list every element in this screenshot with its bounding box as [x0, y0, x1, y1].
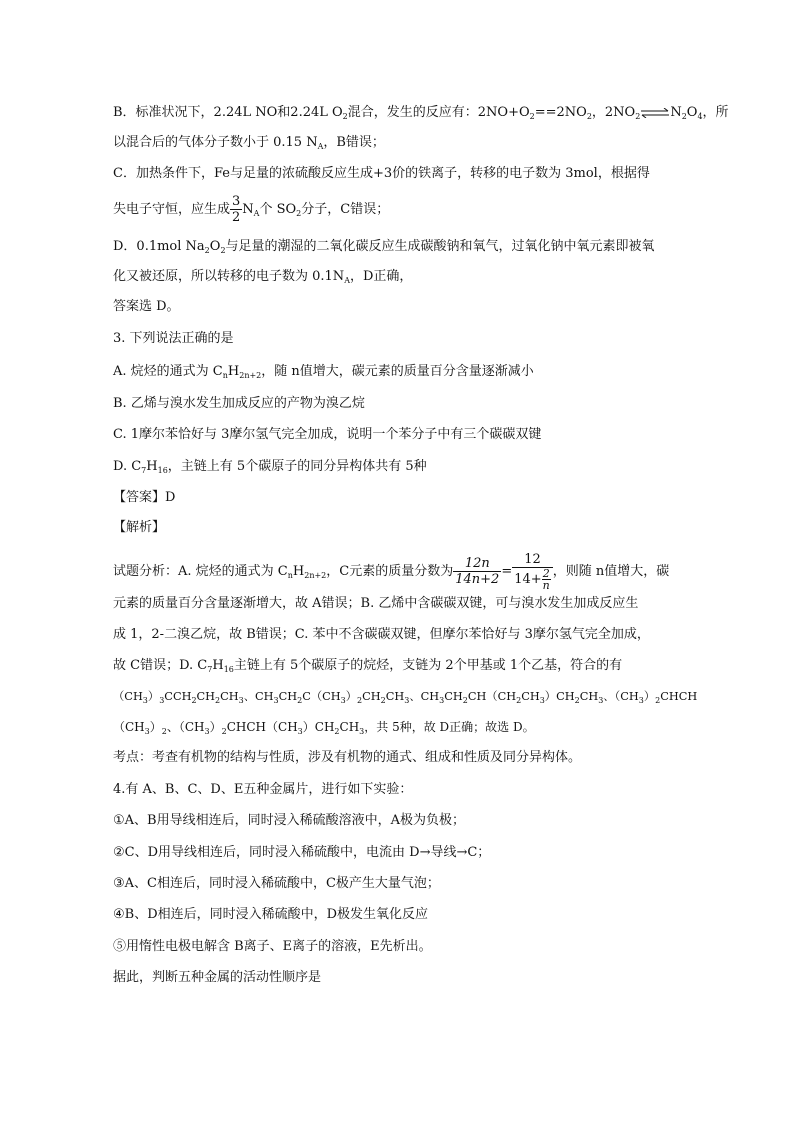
- text-line: B．标准状况下，2.24L NO和2.24L $O_2$混合，发生的反应有：$2NO+O_2==2NO_2$，$2NO_2$ $N_2O_4$，所: [113, 105, 729, 121]
- answer-label: 【答案】D: [113, 490, 176, 505]
- question-title: 4.有 A、B、C、D、E五种金属片，进行如下实验：: [113, 782, 413, 797]
- option-b: B. 乙烯与溴水发生加成反应的产物为溴乙烷: [113, 396, 365, 411]
- text-line: 考点：考查有机物的结构与性质，涉及有机物的通式、组成和性质及同分异构体。: [113, 750, 582, 765]
- text-line: $(CH_3)_3CCH_2CH_2CH_3$、$CH_3CH_2C(CH_3)_2CH_2CH_3$、$CH_3CH_2CH(CH_2CH_3)CH_2CH_3$、$(CH_3)_2CHCH$: [113, 690, 698, 705]
- option-d: D. $C_7H_{16}$，主链上有 5个碳原子的同分异构体共有 5种: [113, 459, 427, 475]
- text-line: 失电子守恒，应生成 $\frac{3}{2}$ $N_A$个 $SO_2$分子，C错误；: [113, 194, 390, 225]
- fraction: $\frac{3}{2}$: [232, 194, 241, 225]
- option-c: C. 1摩尔苯恰好与 3摩尔氢气完全加成，说明一个苯分子中有三个碳碳双键: [113, 427, 542, 442]
- text-line: 以混合后的气体分子数小于 0.15 $N_A$，B错误；: [113, 135, 385, 151]
- text-line: 成 1，2-二溴乙烷，故 B错误；C. 苯中不含碳碳双键，但摩尔苯恰好与 3摩尔氢气完全加成，: [113, 627, 650, 642]
- experiment-item: ②C、D用导线相连后，同时浸入稀硫酸中，电流由 D→导线→C；: [113, 845, 491, 860]
- text-line: 故 C错误；D. $C_7H_{16}$主链上有 5个碳原子的烷烃，支链为 2个甲基或 1个乙基，符合的有: [113, 658, 623, 674]
- experiment-item: ④B、D相连后，同时浸入稀硫酸中，D极发生氧化反应: [113, 907, 429, 922]
- text-line: C．加热条件下，Fe与足量的浓硫酸反应生成+3价的铁离子，转移的电子数为 3mol，根据得: [113, 166, 650, 181]
- text-line: 据此，判断五种金属的活动性顺序是: [113, 970, 322, 985]
- text-line: 答案选 D。: [113, 299, 180, 314]
- text-line: 化又被还原，所以转移的电子数为 $0.1N_A$，D正确，: [113, 269, 413, 285]
- text-line: $(CH_3)_2$、$(CH_3)_2CHCH(CH_3)CH_2CH_3$，共 5种，故 D正确；故选 D。: [113, 720, 535, 736]
- fraction: $\frac{12n}{14n+2}$: [455, 556, 500, 587]
- experiment-item: ③A、C相连后，同时浸入稀硫酸中，C极产生大量气泡；: [113, 876, 440, 891]
- option-a: A. 烷烃的通式为 $C_nH_{2n+2}$，随 n值增大，碳元素的质量百分含量逐渐减小: [113, 364, 534, 380]
- text-line: D．0.1mol $Na_2O_2$与足量的潮湿的二氧化碳反应生成碳酸钠和氧气，过氧化钠中氧元素即被氧: [113, 239, 655, 255]
- text-line: 元素的质量百分含量逐渐增大，故 A错误；B. 乙烯中含碳碳双键，可与溴水发生加成反应生: [113, 596, 639, 611]
- analysis-label: 【解析】: [113, 520, 166, 535]
- experiment-item: ⑤用惰性电极电解含 B离子、E离子的溶液，E先析出。: [113, 939, 432, 954]
- question-title: 3. 下列说法正确的是: [113, 331, 234, 346]
- text-line: 试题分析：A. 烷烃的通式为 $C_nH_{2n+2}$，C元素的质量分数为 $\frac{12n}{14n+2}$ = 12 14+ $\frac{2}{n}$ ，则随 n值增大，碳: [113, 552, 670, 592]
- experiment-item: ①A、B用导线相连后，同时浸入稀硫酸溶液中，A极为负极；: [113, 813, 465, 828]
- fraction: 12 14+ $\frac{2}{n}$: [512, 552, 553, 591]
- equilibrium-arrow-icon: [640, 108, 670, 118]
